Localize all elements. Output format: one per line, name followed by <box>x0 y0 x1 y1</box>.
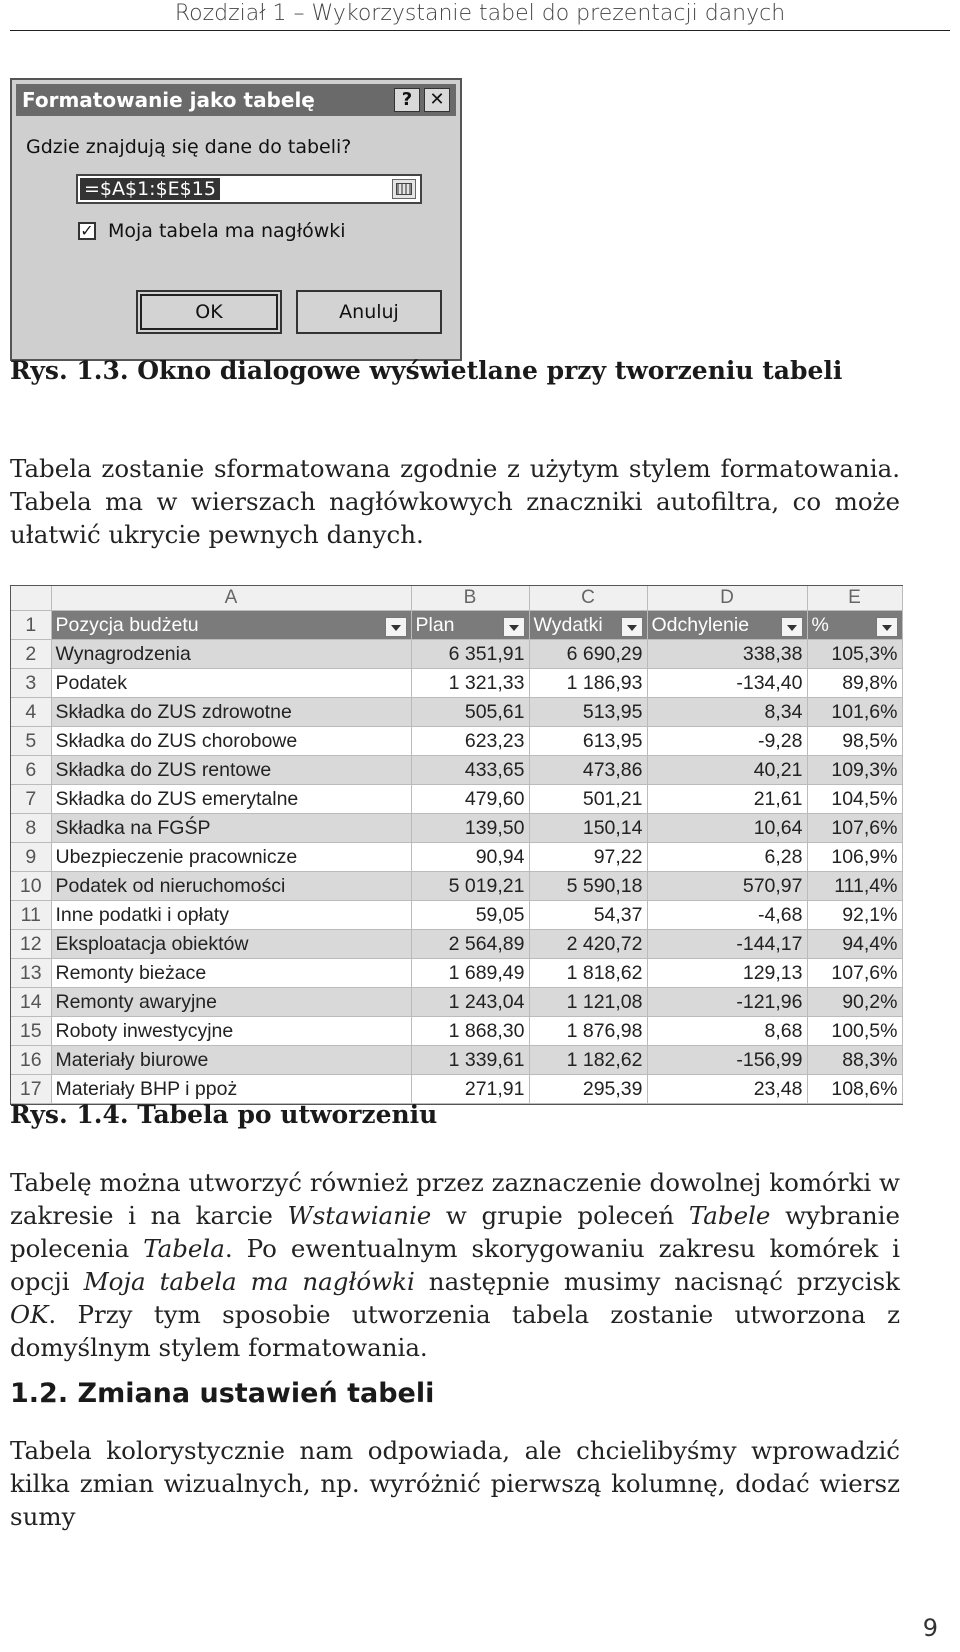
table-header-cell[interactable]: Plan <box>411 611 529 640</box>
table-cell[interactable]: 1 818,62 <box>529 959 647 988</box>
table-cell[interactable]: 97,22 <box>529 843 647 872</box>
table-cell[interactable]: Podatek <box>51 669 411 698</box>
filter-dropdown-icon[interactable] <box>876 617 898 637</box>
table-cell[interactable]: 40,21 <box>647 756 807 785</box>
column-header-e[interactable]: E <box>807 586 902 611</box>
table-cell[interactable]: 8,68 <box>647 1017 807 1046</box>
table-cell[interactable]: 5 590,18 <box>529 872 647 901</box>
table-header-cell[interactable]: Pozycja budżetu <box>51 611 411 640</box>
table-row <box>11 756 902 785</box>
table-header-cell[interactable]: Odchylenie <box>647 611 807 640</box>
table-cell[interactable]: Inne podatki i opłaty <box>51 901 411 930</box>
row-number[interactable]: 17 <box>11 1075 51 1104</box>
table-cell[interactable]: Ubezpieczenie pracownicze <box>51 843 411 872</box>
select-all-corner[interactable] <box>11 586 51 611</box>
table-cell[interactable]: Składka do ZUS emerytalne <box>51 785 411 814</box>
row-number[interactable]: 16 <box>11 1046 51 1075</box>
table-cell[interactable]: 479,60 <box>411 785 529 814</box>
row-number[interactable]: 5 <box>11 727 51 756</box>
range-value: =$A$1:$E$15 <box>80 178 220 200</box>
table-cell[interactable]: 139,50 <box>411 814 529 843</box>
page-number: 9 <box>922 1614 938 1642</box>
has-headers-checkbox[interactable]: ✓ <box>78 222 96 240</box>
table-cell[interactable]: Materiały biurowe <box>51 1046 411 1075</box>
table-cell[interactable]: 100,5% <box>807 1017 902 1046</box>
filter-dropdown-icon[interactable] <box>503 617 525 637</box>
table-cell[interactable]: 88,3% <box>807 1046 902 1075</box>
table-cell[interactable]: 1 876,98 <box>529 1017 647 1046</box>
table-cell[interactable]: 613,95 <box>529 727 647 756</box>
table-header-cell[interactable]: Wydatki <box>529 611 647 640</box>
table-row <box>11 959 902 988</box>
figure-caption-2: Rys. 1.4. Tabela po utworzeniu <box>10 1100 438 1129</box>
table-row <box>11 727 902 756</box>
paragraph-3: Tabela kolorystycznie nam odpowiada, ale chcielibyśmy wprowadzić kilka zmian wizualnych, np. wyróżnić pierwszą kolumnę, dodać wiersz sumy <box>10 1436 900 1531</box>
row-number[interactable]: 7 <box>11 785 51 814</box>
table-row <box>11 814 902 843</box>
table-cell[interactable]: 106,9% <box>807 843 902 872</box>
row-number[interactable]: 9 <box>11 843 51 872</box>
dialog-title-bar <box>16 84 456 116</box>
filter-dropdown-icon[interactable] <box>781 617 803 637</box>
table-cell[interactable]: Remonty awaryjne <box>51 988 411 1017</box>
table-cell[interactable]: Składka do ZUS zdrowotne <box>51 698 411 727</box>
cancel-button[interactable]: Anuluj <box>296 290 442 334</box>
table-header-row <box>11 611 902 640</box>
table-cell[interactable]: -121,96 <box>647 988 807 1017</box>
column-header-c[interactable]: C <box>529 586 647 611</box>
row-number[interactable]: 12 <box>11 930 51 959</box>
table-cell[interactable]: 513,95 <box>529 698 647 727</box>
table-cell[interactable]: 94,4% <box>807 930 902 959</box>
table-cell[interactable]: 1 689,49 <box>411 959 529 988</box>
table-row <box>11 669 902 698</box>
row-number[interactable]: 1 <box>11 611 51 640</box>
table-cell[interactable]: 623,23 <box>411 727 529 756</box>
table-row <box>11 785 902 814</box>
running-head: Rozdział 1 – Wykorzystanie tabel do prezentacji danych <box>10 0 950 31</box>
row-number[interactable]: 11 <box>11 901 51 930</box>
row-number[interactable]: 2 <box>11 640 51 669</box>
table-cell[interactable]: 107,6% <box>807 959 902 988</box>
table-cell[interactable]: 2 420,72 <box>529 930 647 959</box>
row-number[interactable]: 4 <box>11 698 51 727</box>
table-cell[interactable]: -156,99 <box>647 1046 807 1075</box>
table-cell[interactable]: Podatek od nieruchomości <box>51 872 411 901</box>
table-cell[interactable]: 2 564,89 <box>411 930 529 959</box>
table-cell[interactable]: -144,17 <box>647 930 807 959</box>
table-cell[interactable]: 1 243,04 <box>411 988 529 1017</box>
paragraph-1: Tabela zostanie sformatowana zgodnie z użytym stylem formatowania. Tabela ma w wierszach nagłówkowych znaczniki autofiltra, co może ułatwić ukrycie pewnych danych. <box>10 454 900 549</box>
row-number[interactable]: 8 <box>11 814 51 843</box>
row-number[interactable]: 10 <box>11 872 51 901</box>
table-cell[interactable]: 473,86 <box>529 756 647 785</box>
column-header-row <box>11 586 902 611</box>
table-cell[interactable]: 105,3% <box>807 640 902 669</box>
table-cell[interactable]: Składka do ZUS rentowe <box>51 756 411 785</box>
table-header-cell[interactable]: % <box>807 611 902 640</box>
spreadsheet <box>10 585 903 1105</box>
help-icon[interactable]: ? <box>394 88 420 112</box>
dialog-prompt: Gdzie znajdują się dane do tabeli? <box>26 136 352 158</box>
paragraph-2: Tabelę można utworzyć również przez zaznaczenie dowolnej komórki w zakresie i na karcie Wstawianie w grupie poleceń Tabele wybranie polecenia Tabela. Po ewentualnym skorygowaniu zakresu komórek i opcji Moja tabela ma nagłówki następnie musimy nacisnąć przycisk OK. Przy tym sposobie utworzenia tabela zostanie utworzona z domyślnym stylem formatowania. <box>10 1168 901 1362</box>
table-cell[interactable]: 271,91 <box>411 1075 529 1104</box>
table-row <box>11 698 902 727</box>
table-cell[interactable]: 54,37 <box>529 901 647 930</box>
table-cell[interactable]: 338,38 <box>647 640 807 669</box>
column-header-a[interactable]: A <box>51 586 411 611</box>
table-cell[interactable]: 23,48 <box>647 1075 807 1104</box>
table-cell[interactable]: Składka na FGŚP <box>51 814 411 843</box>
range-input[interactable] <box>76 174 422 204</box>
row-number[interactable]: 15 <box>11 1017 51 1046</box>
table-cell[interactable]: 92,1% <box>807 901 902 930</box>
collapse-dialog-icon[interactable] <box>392 179 416 199</box>
ok-button[interactable]: OK <box>136 290 282 334</box>
section-heading: 1.2. Zmiana ustawień tabeli <box>10 1378 435 1409</box>
table-cell[interactable]: 1 121,08 <box>529 988 647 1017</box>
table-cell[interactable]: 6,28 <box>647 843 807 872</box>
row-number[interactable]: 3 <box>11 669 51 698</box>
table-cell[interactable]: Roboty inwestycyjne <box>51 1017 411 1046</box>
table-cell[interactable]: Składka do ZUS chorobowe <box>51 727 411 756</box>
table-row <box>11 1046 902 1075</box>
dialog-title: Formatowanie jako tabelę <box>22 88 315 112</box>
table-row <box>11 901 902 930</box>
table-cell[interactable]: 1 868,30 <box>411 1017 529 1046</box>
table-cell[interactable]: Eksploatacja obiektów <box>51 930 411 959</box>
table-cell[interactable]: 5 019,21 <box>411 872 529 901</box>
table-cell[interactable]: 104,5% <box>807 785 902 814</box>
table-cell[interactable]: 570,97 <box>647 872 807 901</box>
table-cell[interactable]: 1 186,93 <box>529 669 647 698</box>
table-cell[interactable]: 505,61 <box>411 698 529 727</box>
table-cell[interactable]: 10,64 <box>647 814 807 843</box>
table-cell[interactable]: 59,05 <box>411 901 529 930</box>
table-row <box>11 872 902 901</box>
table-cell[interactable]: 129,13 <box>647 959 807 988</box>
table-cell[interactable]: 101,6% <box>807 698 902 727</box>
filter-dropdown-icon[interactable] <box>385 617 407 637</box>
table-cell[interactable]: 295,39 <box>529 1075 647 1104</box>
table-cell[interactable]: 501,21 <box>529 785 647 814</box>
table-cell[interactable]: 111,4% <box>807 872 902 901</box>
figure-caption-1: Rys. 1.3. Okno dialogowe wyświetlane przy tworzeniu tabeli <box>10 356 843 385</box>
table-cell[interactable]: 108,6% <box>807 1075 902 1104</box>
table-cell[interactable]: -4,68 <box>647 901 807 930</box>
filter-dropdown-icon[interactable] <box>621 617 643 637</box>
table-row <box>11 843 902 872</box>
table-cell[interactable]: Materiały BHP i ppoż <box>51 1075 411 1104</box>
table-cell[interactable]: 1 182,62 <box>529 1046 647 1075</box>
table-row <box>11 1017 902 1046</box>
table-cell[interactable]: 1 321,33 <box>411 669 529 698</box>
table-cell[interactable]: 21,61 <box>647 785 807 814</box>
format-as-table-dialog <box>10 78 462 361</box>
table-cell[interactable]: 1 339,61 <box>411 1046 529 1075</box>
table-row <box>11 930 902 959</box>
table-row <box>11 640 902 669</box>
table-row <box>11 988 902 1017</box>
table-cell[interactable]: Remonty bieżace <box>51 959 411 988</box>
row-number[interactable]: 6 <box>11 756 51 785</box>
table-cell[interactable]: 107,6% <box>807 814 902 843</box>
close-icon[interactable]: ✕ <box>424 88 450 112</box>
table-cell[interactable]: 6 690,29 <box>529 640 647 669</box>
table-cell[interactable]: -9,28 <box>647 727 807 756</box>
row-number[interactable]: 14 <box>11 988 51 1017</box>
table-cell[interactable]: 89,8% <box>807 669 902 698</box>
column-header-b[interactable]: B <box>411 586 529 611</box>
table-cell[interactable]: 90,2% <box>807 988 902 1017</box>
table-cell[interactable]: 90,94 <box>411 843 529 872</box>
table-cell[interactable]: Wynagrodzenia <box>51 640 411 669</box>
column-header-d[interactable]: D <box>647 586 807 611</box>
table-cell[interactable]: 433,65 <box>411 756 529 785</box>
table-cell[interactable]: 98,5% <box>807 727 902 756</box>
has-headers-label: Moja tabela ma nagłówki <box>108 220 346 242</box>
table-cell[interactable]: -134,40 <box>647 669 807 698</box>
table-cell[interactable]: 6 351,91 <box>411 640 529 669</box>
table-cell[interactable]: 109,3% <box>807 756 902 785</box>
table-cell[interactable]: 8,34 <box>647 698 807 727</box>
table-cell[interactable]: 150,14 <box>529 814 647 843</box>
row-number[interactable]: 13 <box>11 959 51 988</box>
